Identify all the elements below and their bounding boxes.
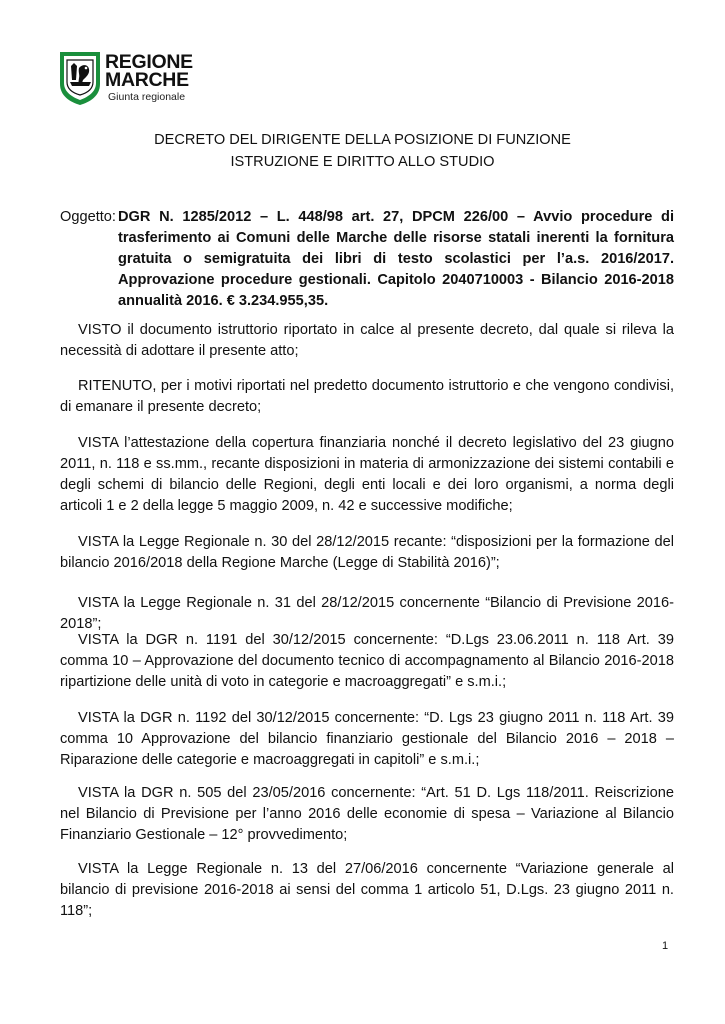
oggetto-text: DGR N. 1285/2012 – L. 448/98 art. 27, DPCM 226/00 – Avvio procedure di trasferimento ai Comuni delle Marche delle risorse statali inerenti la fornitura gratuita o semigratuita dei libri di testo scolastici per l’a.s. 2016/2017. Approvazione procedure gestionali. Capitolo 2040710003 - Bilancio 2016-2018 annualità 2016. € 3.234.955,35. — [118, 209, 674, 309]
logo-text-giunta: Giunta regionale — [108, 91, 186, 103]
logo-text-regione: REGIONE — [105, 51, 193, 73]
document-title — [0, 129, 725, 173]
paragraph-vista-dgr-1192: VISTA la DGR n. 1192 del 30/12/2015 concernente: “D. Lgs 23 giugno 2011 n. 118 Art. 39 comma 10 Approvazione del bilancio finanziario gestionale del Bilancio 2016 – 2018 – Riparazione delle categorie e macroaggregati in capitoli” e s.m.i.; — [60, 710, 674, 768]
oggetto-label: Oggetto: — [60, 209, 116, 225]
paragraph-vista-dgr-1191: VISTA la DGR n. 1191 del 30/12/2015 concernente: “D.Lgs 23.06.2011 n. 118 Art. 39 comma 10 – Approvazione del documento tecnico di accompagnamento al Bilancio 2016-2018 ripartizione delle unità di voto in categorie e macroaggregati” e s.m.i.; — [60, 632, 674, 690]
paragraph-vista-dgr-505: VISTA la DGR n. 505 del 23/05/2016 concernente: “Art. 51 D. Lgs 118/2011. Reiscrizione nel Bilancio di Previsione per l’anno 2016 delle economie di spesa – Variazione al Bilancio Finanziario Gestionale – 12° provvedimento; — [60, 785, 674, 843]
paragraph-ritenuto: RITENUTO, per i motivi riportati nel predetto documento istruttorio e che vengono condivisi, di emanare il presente decreto; — [60, 378, 674, 415]
paragraph-vista-lr-30: VISTA la Legge Regionale n. 30 del 28/12/2015 recante: “disposizioni per la formazione del bilancio 2016/2018 della Regione Marche (Legge di Stabilità 2016)”; — [60, 534, 674, 571]
regione-marche-emblem-icon — [58, 50, 102, 106]
logo-text-marche: MARCHE — [105, 69, 189, 91]
page-number: 1 — [662, 940, 669, 952]
oggetto-section — [60, 207, 674, 312]
paragraph-vista-attestazione: VISTA l’attestazione della copertura finanziaria nonché il decreto legislativo del 23 giugno 2011, n. 118 e ss.mm., recante disposizioni in materia di armonizzazione dei sistemi contabili e degli schemi di bilancio delle Regioni, degli enti locali e dei loro organismi, a norma degli articoli 1 e 2 della legge 5 maggio 2009, n. 42 e successive modifiche; — [60, 435, 674, 514]
regione-marche-logo — [58, 50, 208, 108]
paragraph-vista-lr-31: VISTA la Legge Regionale n. 31 del 28/12/2015 concernente “Bilancio di Previsione 2016-2018”; — [60, 595, 674, 632]
paragraph-visto: VISTO il documento istruttorio riportato in calce al presente decreto, dal quale si rileva la necessità di adottare il presente atto; — [60, 322, 674, 359]
paragraph-vista-lr-13: VISTA la Legge Regionale n. 13 del 27/06/2016 concernente “Variazione generale al bilancio di previsione 2016-2018 ai sensi del comma 1 articolo 51, D.Lgs. 23 giugno 2011 n. 118”; — [60, 861, 674, 919]
document-title-line-2: ISTRUZIONE E DIRITTO ALLO STUDIO — [230, 154, 495, 170]
document-title-line-1: DECRETO DEL DIRIGENTE DELLA POSIZIONE DI FUNZIONE — [154, 132, 571, 148]
